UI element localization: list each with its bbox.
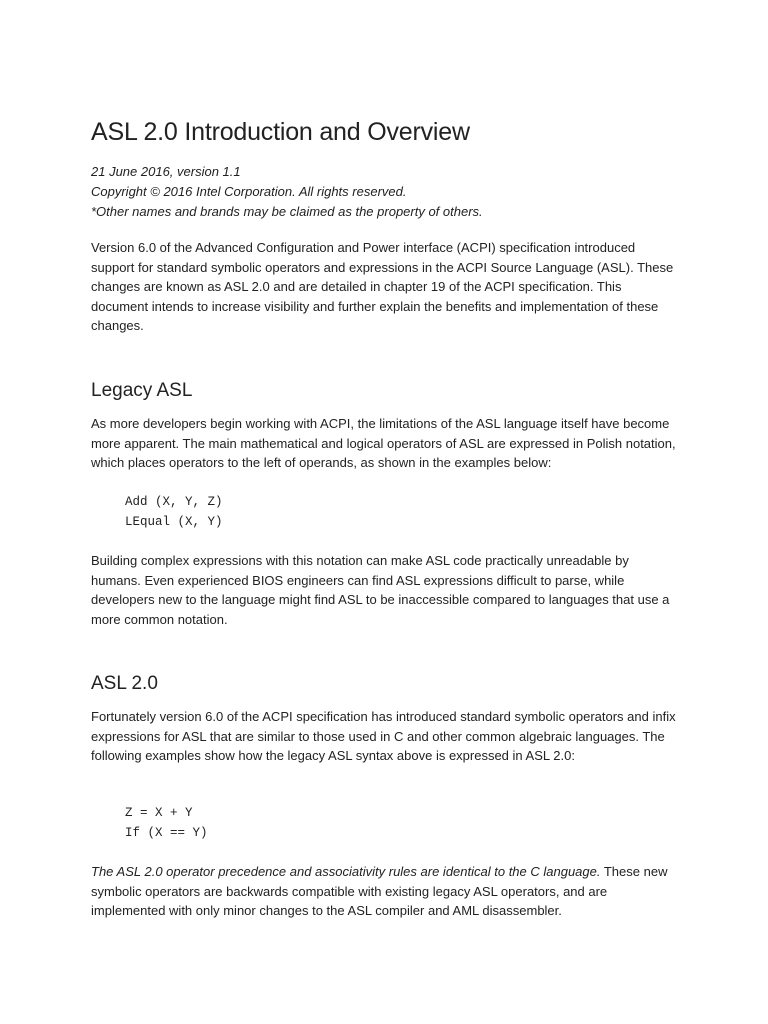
section-heading-asl-2: ASL 2.0 (91, 673, 158, 694)
asl-2-paragraph-2 (91, 862, 681, 921)
code-line: If (X == Y) (125, 825, 208, 840)
code-line: Z = X + Y (125, 806, 193, 820)
trademark-notice: *Other names and brands may be claimed as the property of others. (91, 204, 483, 219)
code-line: Add (X, Y, Z) (125, 495, 223, 509)
asl-2-paragraph-1: Fortunately version 6.0 of the ACPI specification has introduced standard symbolic operators and infix expressions for ASL that are similar to those used in C and other common algebraic languages. The following examples show how the legacy ASL syntax above is expressed in ASL 2.0: (91, 709, 676, 764)
compatibility-note: These new symbolic operators are backwards compatible with existing legacy ASL operators, and are implemented with only minor changes to the ASL compiler and AML disassembler. (91, 864, 668, 919)
code-line: LEqual (X, Y) (125, 514, 223, 529)
intro-paragraph: Version 6.0 of the Advanced Configuration and Power interface (ACPI) specification introduced support for standard symbolic operators and expressions in the ACPI Source Language (ASL). These changes are known as ASL 2.0 and are detailed in chapter 19 of the ACPI specification. This document intends to increase visibility and further explain the benefits and implementation of these changes. (91, 240, 674, 334)
legacy-asl-paragraph-2: Building complex expressions with this notation can make ASL code practically unreadable by humans. Even experienced BIOS engineers can find ASL expressions difficult to parse, while developers new to the language might find ASL to be inaccessible compared to languages that use a more common notation. (91, 553, 670, 627)
asl-2-code-block (125, 804, 208, 843)
precedence-note: The ASL 2.0 operator precedence and associativity rules are identical to the C language. (91, 864, 601, 879)
page-title: ASL 2.0 Introduction and Overview (91, 118, 470, 146)
section-heading-legacy-asl: Legacy ASL (91, 380, 193, 401)
date-version: 21 June 2016, version 1.1 (91, 164, 241, 179)
legacy-asl-code-block (125, 493, 223, 532)
copyright-notice: Copyright © 2016 Intel Corporation. All rights reserved. (91, 184, 407, 199)
legacy-asl-paragraph-1: As more developers begin working with ACPI, the limitations of the ASL language itself have become more apparent. The main mathematical and logical operators of ASL are expressed in Polish notation, which places operators to the left of operands, as shown in the examples below: (91, 416, 676, 471)
document-meta (91, 162, 483, 222)
